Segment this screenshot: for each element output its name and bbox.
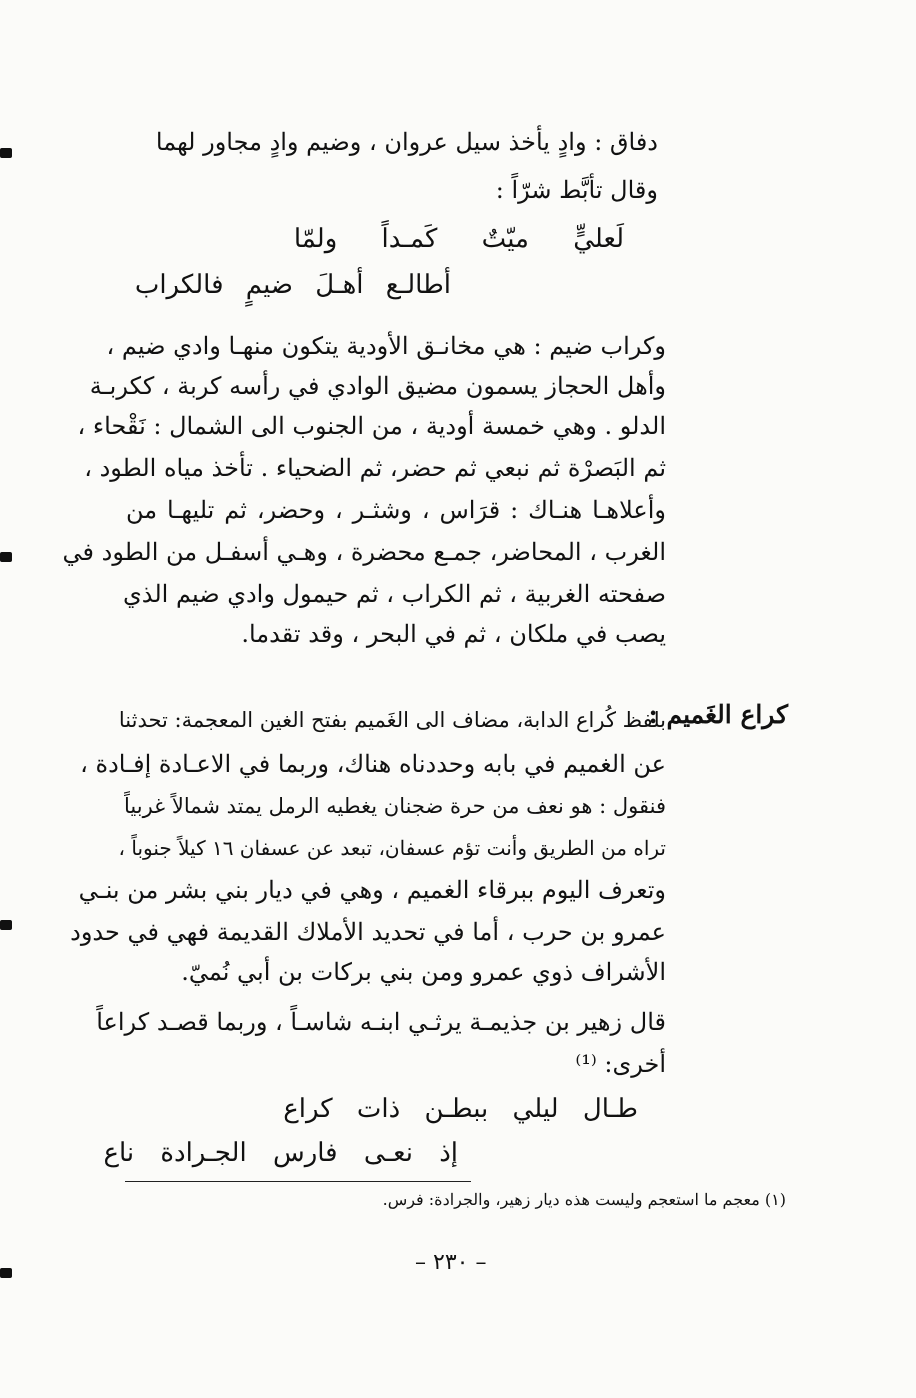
verse-2-hemistich-1: طـال ليلي ببطـن ذات كراع bbox=[283, 1094, 638, 1124]
text-line: بلفظ كُراع الدابة، مضاف الى الغَميم بفتح الغين المعجمة: تحدثنا bbox=[118, 708, 666, 732]
verse-1-hemistich-2: أطالـع أهـلَ ضيمٍ فالكراب bbox=[134, 270, 451, 300]
text-line: وأعلاهـا هنـاك : قرَاس ، وشثـر ، وحضر، ثم تليهـا من bbox=[126, 496, 666, 524]
text-line: عمرو بن حرب ، أما في تحديد الأملاك القديمة فهي في حدود bbox=[70, 918, 666, 946]
text-line: فنقول : هو نعف من حرة ضجنان يغطيه الرمل يمتد شمالاً غربياً bbox=[124, 794, 666, 818]
verse-2-hemistich-2: إذ نعـى فارس الجـرادة ناع bbox=[103, 1138, 458, 1168]
text-line: صفحته الغربية ، ثم الكراب ، ثم حيمول وادي ضيم الذي bbox=[122, 580, 666, 608]
text-line: الغرب ، المحاضر، جمـع محضرة ، وهـي أسفـل من الطود في bbox=[62, 538, 666, 566]
footnote: (١) معجم ما استعجم وليست هذه ديار زهير، والجرادة: فرس. bbox=[382, 1190, 786, 1209]
scan-edge-mark bbox=[0, 552, 12, 562]
text-line: ثم البَصرْة ثم نبعي ثم حضر، ثم الضحياء . تأخذ مياه الطود ، bbox=[84, 454, 666, 482]
entry-headword: كراع الغَميم : bbox=[648, 700, 788, 729]
scan-edge-mark bbox=[0, 1268, 12, 1278]
text-line: وأهل الحجاز يسمون مضيق الوادي في رأسه كربة ، ككربـة bbox=[89, 372, 666, 400]
text-line: عن الغميم في بابه وحددناه هناك، وربما في الاعـادة إفـادة ، bbox=[80, 750, 666, 778]
text-line: تراه من الطريق وأنت تؤم عسفان، تبعد عن عسفان ١٦ كيلاً جنوباً ، bbox=[118, 836, 666, 860]
page-number: – ٢٣٠ – bbox=[415, 1250, 487, 1275]
text-line: قال زهير بن جذيمـة يرثـي ابنـه شاسـاً ، وربما قصـد كراعاً bbox=[96, 1008, 666, 1036]
text-line: وتعرف اليوم ببرقاء الغميم ، وهي في ديار بني بشر من بنـي bbox=[78, 876, 666, 904]
text-line: الأشراف ذوي عمرو ومن بني بركات بن أبي نُميّ. bbox=[181, 958, 666, 986]
text-line: يصب في ملكان ، ثم في البحر ، وقد تقدما. bbox=[241, 620, 666, 648]
scan-edge-mark bbox=[0, 148, 12, 158]
scan-edge-mark bbox=[0, 920, 12, 930]
text-line: أخرى: ⁽¹⁾ bbox=[575, 1050, 666, 1078]
intro-line-1: دفاق : وادٍ يأخذ سيل عروان ، وضيم وادٍ مجاور لهما bbox=[155, 128, 658, 156]
verse-1-hemistich-1: لَعليٍّ ميّتٌ كَمـداً ولمّا bbox=[293, 224, 624, 254]
footnote-rule bbox=[125, 1181, 471, 1182]
text-line: وكراب ضيم : هي مخانـق الأودية يتكون منهـا وادي ضيم ، bbox=[106, 332, 666, 360]
text-line: الدلو . وهي خمسة أودية ، من الجنوب الى الشمال : نَقْحاء ، bbox=[77, 412, 666, 440]
intro-line-2: وقال تأبَّط شرّاً : bbox=[495, 176, 658, 204]
